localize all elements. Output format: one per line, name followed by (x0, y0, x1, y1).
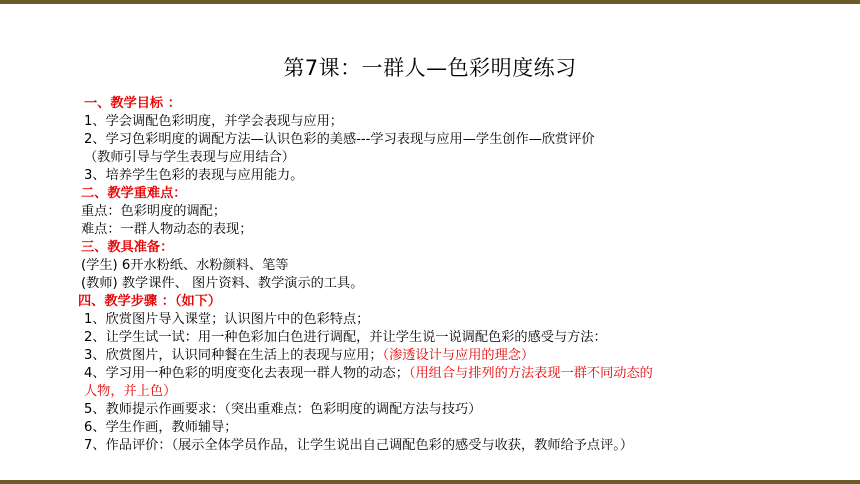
step-item-3-note: （渗透设计与应用的理念） (382, 348, 535, 363)
step-item-1: 1、欣赏图片导入课堂；认识图片中的色彩特点； (84, 312, 370, 327)
objective-item-2: 2、学习色彩明度的调配方法—认识色彩的美感---学习表现与应用—学生创作—欣赏评价 (84, 132, 595, 147)
step-item-6: 6、学生作画，教师辅导； (84, 420, 238, 435)
section-heading-materials: 三、教具准备： (81, 240, 174, 255)
step-item-3 (78, 347, 798, 365)
top-border (0, 0, 860, 4)
keypoint-item-1: 重点：色彩明度的调配； (81, 204, 227, 219)
section-heading-objectives: 一、教学目标 ： (84, 96, 181, 111)
step-item-5: 5、教师提示作画要求：（突出重难点：色彩明度的调配方法与技巧） (84, 402, 482, 417)
section-heading-keypoints: 二、教学重难点： (81, 186, 187, 201)
step-item-4-note-cont: 人物，并上色） (84, 384, 177, 399)
objective-item-1: 1、学会调配色彩明度，并学会表现与应用； (84, 114, 343, 129)
step-item-4-text: 4、学习用一种色彩的明度变化去表现一群人物的动态； (84, 366, 409, 381)
objective-item-2-note: （教师引导与学生表现与应用结合） (84, 150, 295, 165)
step-item-7: 7、作品评价：（展示全体学员作品，让学生说出自己调配色彩的感受与收获，教师给予点评。） (84, 438, 634, 453)
step-item-2: 2、让学生试一试：用一种色彩加白色进行调配，并让学生说一说调配色彩的感受与方法： (84, 330, 607, 345)
bottom-border (0, 480, 860, 484)
materials-item-2: (教师) 教学课件、 图片资料、教学演示的工具。 (81, 276, 364, 291)
step-item-4-note: （用组合与排列的方法表现一群不同动态的 (408, 366, 653, 381)
page-title: 第7课：一群人—色彩明度练习 (283, 56, 577, 80)
step-item-4 (78, 365, 798, 383)
objective-item-3: 3、培养学生色彩的表现与应用能力。 (84, 168, 304, 183)
step-item-3-text: 3、欣赏图片，认识同种餐在生活上的表现与应用； (84, 348, 383, 363)
section-heading-steps: 四、教学步骤 ：（如下） (78, 294, 222, 309)
materials-item-1: (学生) 6开水粉纸、水粉颜料、笔等 (81, 258, 289, 273)
lesson-content (78, 95, 798, 455)
keypoint-item-2: 难点：一群人物动态的表现； (81, 222, 253, 237)
